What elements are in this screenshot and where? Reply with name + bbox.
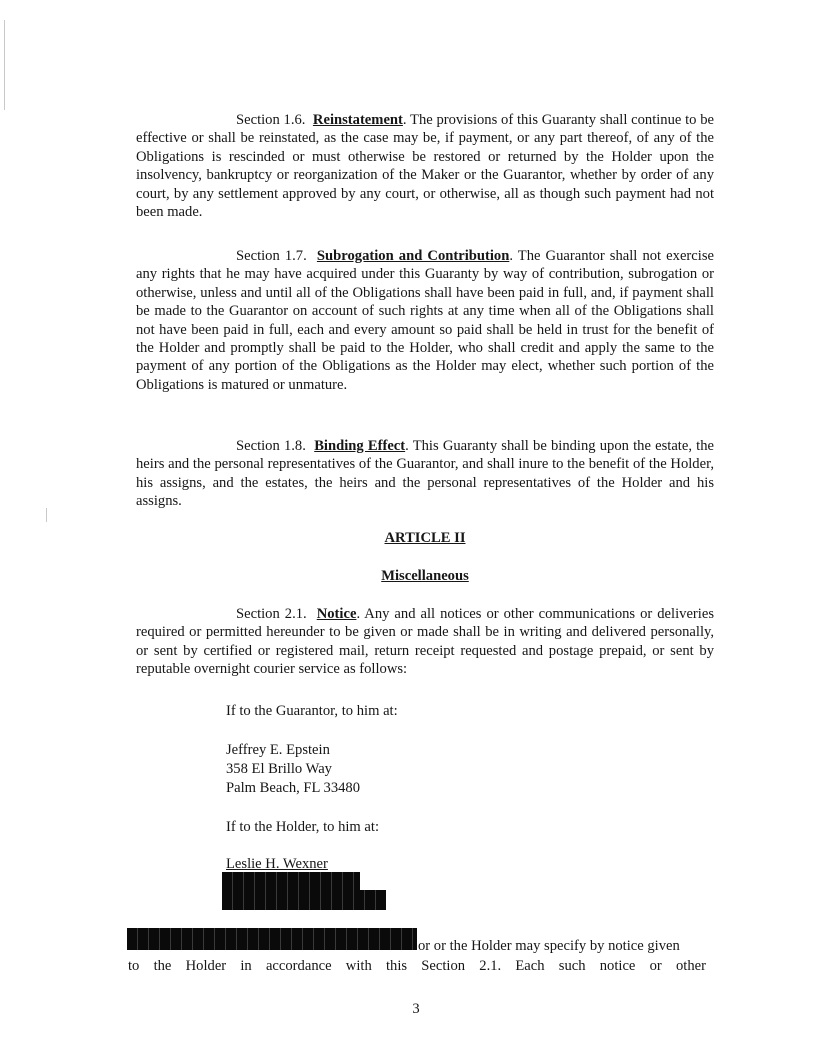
section-number: Section 1.8. xyxy=(236,438,306,454)
section-number: Section 1.7. xyxy=(236,248,307,264)
scan-mark xyxy=(4,20,5,110)
section-1-7 xyxy=(136,247,714,394)
holder-name: Leslie H. Wexner xyxy=(226,856,328,872)
section-body: . Any and all notices or other communications or deliveries required or permitted hereunder to be given or made shall be in writing and delivered personally, or sent by certified or registered mail, return receipt requested and postage prepaid, or sent by reputable overnight courier service as follows: xyxy=(136,606,714,678)
section-body: . The Guarantor shall not exercise any rights that he may have acquired under this Guaranty by way of contribution, subrogation or otherwise, unless and until all of the Obligations shall have been paid in full, and, if payment shall be made to the Guarantor on account of such rights at any time when all of the Obligations shall not have been paid in full, each and every amount so paid shall be held in trust for the benefit of the Holder and promptly shall be paid to the Holder, who shall credit and apply the same to the payment of any portion of the Obligations as the Holder may elect, whether such portion of the Obligations is matured or unmature. xyxy=(136,248,714,393)
guarantor-street: 358 El Brillo Way xyxy=(226,761,332,777)
section-heading: Subrogation and Contribution xyxy=(316,248,510,264)
page-number: 3 xyxy=(412,1001,420,1017)
redaction-block xyxy=(343,890,386,910)
section-heading: Reinstatement xyxy=(312,112,403,128)
guarantor-intro: If to the Guarantor, to him at: xyxy=(226,703,398,719)
article-title: ARTICLE II xyxy=(384,530,466,546)
section-number: Section 1.6. xyxy=(236,112,306,128)
section-2-1 xyxy=(136,605,714,679)
notice-tail-text: to the Holder in accordance with this Section 2.1. Each such notice or other xyxy=(128,958,706,974)
section-1-8 xyxy=(136,437,714,511)
redaction-block xyxy=(222,872,360,910)
section-body: . This Guaranty shall be binding upon the estate, the heirs and the personal representatives of the Guarantor, and shall inure to the benefit of the Holder, his assigns, and the estates, the heirs and the personal representatives of the Holder and his assigns. xyxy=(136,438,714,510)
notice-tail-line-2 xyxy=(128,957,706,975)
scan-mark xyxy=(46,508,47,522)
notice-tail-line-1: or or the Holder may specify by notice given xyxy=(418,938,680,954)
article-subtitle: Miscellaneous xyxy=(381,568,469,584)
section-heading: Binding Effect xyxy=(314,438,406,454)
section-body: . The provisions of this Guaranty shall continue to be effective or shall be reinstated, as the case may be, if payment, or any part thereof, of any of the Obligations is rescinded or must otherwise be restored or returned by the Holder upon the insolvency, bankruptcy or reorganization of the Maker or the Guarantor, whether by order of any court, by any settlement approved by any court, or otherwise, all as though such payment had not been made. xyxy=(136,112,714,221)
section-heading: Notice xyxy=(316,606,357,622)
holder-intro: If to the Holder, to him at: xyxy=(226,819,380,835)
redaction-block xyxy=(127,928,417,950)
section-number: Section 2.1. xyxy=(236,606,307,622)
guarantor-city: Palm Beach, FL 33480 xyxy=(226,780,361,796)
section-1-6 xyxy=(136,111,714,221)
guarantor-name: Jeffrey E. Epstein xyxy=(226,742,330,758)
